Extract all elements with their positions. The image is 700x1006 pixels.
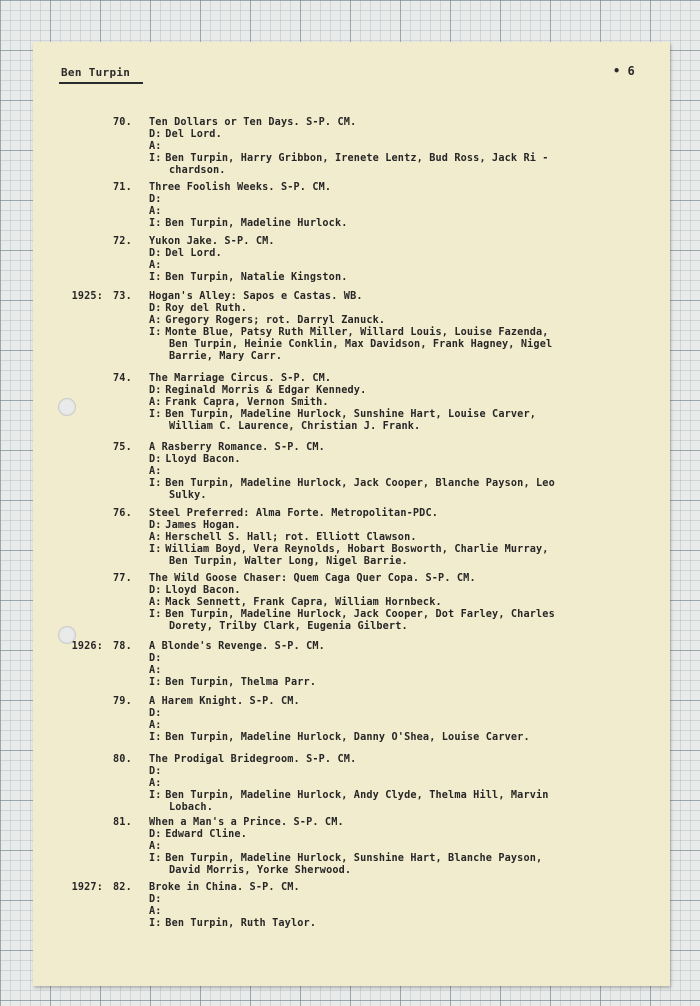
header-name: Ben Turpin — [61, 66, 131, 79]
credit-line-a — [149, 841, 165, 853]
credit-line-d — [149, 303, 247, 315]
credit-label-a: A: — [149, 906, 162, 917]
credit-continuation: Ben Turpin, Walter Long, Nigel Barrie. — [169, 556, 408, 567]
credit-text-i: Ben Turpin, Madeline Hurlock, Jack Cooper, Dot Farley, Charles — [165, 609, 555, 620]
credit-line-i — [149, 153, 549, 165]
credit-label-i: I: — [149, 677, 162, 688]
credit-line-i — [149, 790, 549, 802]
credit-line-d — [149, 708, 165, 720]
credit-label-a: A: — [149, 597, 162, 608]
entry-title: Ten Dollars or Ten Days. S-P. CM. — [149, 117, 357, 128]
credit-label-d: D: — [149, 766, 162, 777]
entry-title: Hogan's Alley: Sapos e Castas. WB. — [149, 291, 363, 302]
credit-continuation: Barrie, Mary Carr. — [169, 351, 283, 362]
credit-line-a — [149, 466, 165, 478]
credit-line-a — [149, 141, 165, 153]
credit-label-d: D: — [149, 194, 162, 205]
entry-title: Yukon Jake. S-P. CM. — [149, 236, 275, 247]
credit-line-a — [149, 532, 417, 544]
page-number-value: 6 — [627, 64, 635, 78]
credit-text-d: Del Lord. — [165, 248, 222, 259]
credit-label-d: D: — [149, 385, 162, 396]
credit-label-i: I: — [149, 918, 162, 929]
credit-line-i — [149, 544, 549, 556]
entry-number: 82. — [113, 882, 132, 893]
punch-hole — [58, 398, 76, 416]
credit-continuation: Sulky. — [169, 490, 207, 501]
credit-line-i — [149, 732, 530, 744]
credit-label-d: D: — [149, 129, 162, 140]
credit-text-i: Ben Turpin, Madeline Hurlock, Jack Cooper, Blanche Payson, Leo — [165, 478, 555, 489]
credit-label-i: I: — [149, 544, 162, 555]
credit-label-a: A: — [149, 532, 162, 543]
credit-label-i: I: — [149, 853, 162, 864]
entry-title: Three Foolish Weeks. S-P. CM. — [149, 182, 332, 193]
page-number: • 6 — [613, 64, 635, 78]
entry-number: 78. — [113, 641, 132, 652]
credit-line-d — [149, 454, 241, 466]
credit-continuation: chardson. — [169, 165, 226, 176]
credit-label-i: I: — [149, 790, 162, 801]
credit-line-i — [149, 272, 348, 284]
credit-label-i: I: — [149, 409, 162, 420]
credit-continuation: David Morris, Yorke Sherwood. — [169, 865, 352, 876]
credit-label-i: I: — [149, 272, 162, 283]
entry-title: A Blonde's Revenge. S-P. CM. — [149, 641, 325, 652]
credit-line-i — [149, 677, 316, 689]
entry-number: 72. — [113, 236, 132, 247]
credit-label-i: I: — [149, 153, 162, 164]
entry-year: 1925: — [71, 291, 103, 302]
credit-continuation: Lobach. — [169, 802, 213, 813]
entry-number: 79. — [113, 696, 132, 707]
entry-title: When a Man's a Prince. S-P. CM. — [149, 817, 344, 828]
credit-text-i: Ben Turpin, Thelma Parr. — [165, 677, 317, 688]
entry-number: 74. — [113, 373, 132, 384]
entry-title: A Harem Knight. S-P. CM. — [149, 696, 300, 707]
credit-text-a: Mack Sennett, Frank Capra, William Hornbeck. — [165, 597, 442, 608]
credit-label-d: D: — [149, 653, 162, 664]
credit-text-i: Ben Turpin, Madeline Hurlock. — [165, 218, 348, 229]
credit-line-d — [149, 585, 241, 597]
credit-continuation: Ben Turpin, Heinie Conklin, Max Davidson, Frank Hagney, Nigel — [169, 339, 553, 350]
credit-text-d: Lloyd Bacon. — [165, 585, 241, 596]
credit-line-i — [149, 218, 348, 230]
credit-label-d: D: — [149, 829, 162, 840]
credit-line-i — [149, 918, 316, 930]
entry-number: 73. — [113, 291, 132, 302]
credit-label-a: A: — [149, 260, 162, 271]
credit-label-a: A: — [149, 206, 162, 217]
credit-line-d — [149, 520, 241, 532]
credit-label-i: I: — [149, 218, 162, 229]
entry-number: 80. — [113, 754, 132, 765]
credit-label-d: D: — [149, 585, 162, 596]
credit-line-a — [149, 778, 165, 790]
credit-text-d: Edward Cline. — [165, 829, 247, 840]
credit-line-a — [149, 906, 165, 918]
entry-title: The Prodigal Bridegroom. S-P. CM. — [149, 754, 357, 765]
entry-number: 77. — [113, 573, 132, 584]
credit-line-d — [149, 385, 366, 397]
credit-text-d: James Hogan. — [165, 520, 241, 531]
credit-text-i: Ben Turpin, Madeline Hurlock, Andy Clyde, Thelma Hill, Marvin — [165, 790, 549, 801]
credit-text-d: Roy del Ruth. — [165, 303, 247, 314]
entry-number: 70. — [113, 117, 132, 128]
credit-label-a: A: — [149, 665, 162, 676]
credit-text-i: Ben Turpin, Harry Gribbon, Irenete Lentz, Bud Ross, Jack Ri - — [165, 153, 549, 164]
credit-text-i: Monte Blue, Patsy Ruth Miller, Willard Louis, Louise Fazenda, — [165, 327, 549, 338]
credit-label-i: I: — [149, 327, 162, 338]
entry-number: 75. — [113, 442, 132, 453]
credit-line-d — [149, 894, 165, 906]
credit-text-i: Ben Turpin, Natalie Kingston. — [165, 272, 348, 283]
credit-label-d: D: — [149, 520, 162, 531]
entry-title: A Rasberry Romance. S-P. CM. — [149, 442, 325, 453]
credit-label-d: D: — [149, 708, 162, 719]
credit-line-a — [149, 315, 385, 327]
credit-label-a: A: — [149, 720, 162, 731]
credit-line-i — [149, 609, 555, 621]
credit-text-d: Reginald Morris & Edgar Kennedy. — [165, 385, 367, 396]
credit-text-i: Ben Turpin, Madeline Hurlock, Sunshine Hart, Blanche Payson, — [165, 853, 543, 864]
entry-title: Steel Preferred: Alma Forte. Metropolitan-PDC. — [149, 508, 439, 519]
entry-title: The Marriage Circus. S-P. CM. — [149, 373, 332, 384]
credit-label-a: A: — [149, 315, 162, 326]
credit-label-d: D: — [149, 894, 162, 905]
credit-line-i — [149, 409, 536, 421]
credit-line-a — [149, 397, 329, 409]
entry-year: 1926: — [71, 641, 103, 652]
credit-line-i — [149, 327, 549, 339]
credit-label-a: A: — [149, 778, 162, 789]
credit-line-d — [149, 829, 247, 841]
credit-line-d — [149, 653, 165, 665]
credit-line-a — [149, 597, 442, 609]
credit-label-a: A: — [149, 397, 162, 408]
credit-text-a: Frank Capra, Vernon Smith. — [165, 397, 329, 408]
credit-text-i: Ben Turpin, Madeline Hurlock, Danny O'Shea, Louise Carver. — [165, 732, 530, 743]
document-page — [33, 42, 670, 986]
entry-number: 81. — [113, 817, 132, 828]
entry-title: The Wild Goose Chaser: Quem Caga Quer Copa. S-P. CM. — [149, 573, 476, 584]
credit-label-d: D: — [149, 248, 162, 259]
credit-label-a: A: — [149, 466, 162, 477]
credit-label-d: D: — [149, 303, 162, 314]
credit-text-i: Ben Turpin, Madeline Hurlock, Sunshine Hart, Louise Carver, — [165, 409, 537, 420]
credit-label-d: D: — [149, 454, 162, 465]
credit-label-i: I: — [149, 609, 162, 620]
credit-text-d: Lloyd Bacon. — [165, 454, 241, 465]
entry-number: 71. — [113, 182, 132, 193]
credit-text-d: Del Lord. — [165, 129, 222, 140]
credit-line-d — [149, 248, 222, 260]
credit-continuation: William C. Laurence, Christian J. Frank. — [169, 421, 421, 432]
credit-label-i: I: — [149, 478, 162, 489]
credit-line-a — [149, 665, 165, 677]
credit-label-a: A: — [149, 141, 162, 152]
credit-line-i — [149, 853, 542, 865]
credit-label-i: I: — [149, 732, 162, 743]
credit-text-i: William Boyd, Vera Reynolds, Hobart Bosworth, Charlie Murray, — [165, 544, 549, 555]
credit-text-a: Herschell S. Hall; rot. Elliott Clawson. — [165, 532, 417, 543]
credit-line-d — [149, 194, 165, 206]
entry-number: 76. — [113, 508, 132, 519]
credit-line-a — [149, 720, 165, 732]
credit-line-a — [149, 260, 165, 272]
credit-line-i — [149, 478, 555, 490]
header-underline — [59, 82, 143, 84]
credit-label-a: A: — [149, 841, 162, 852]
credit-line-d — [149, 129, 222, 141]
credit-continuation: Dorety, Trilby Clark, Eugenia Gilbert. — [169, 621, 408, 632]
credit-text-a: Gregory Rogers; rot. Darryl Zanuck. — [165, 315, 386, 326]
entry-year: 1927: — [71, 882, 103, 893]
credit-text-i: Ben Turpin, Ruth Taylor. — [165, 918, 317, 929]
entry-title: Broke in China. S-P. CM. — [149, 882, 300, 893]
credit-line-d — [149, 766, 165, 778]
credit-line-a — [149, 206, 165, 218]
